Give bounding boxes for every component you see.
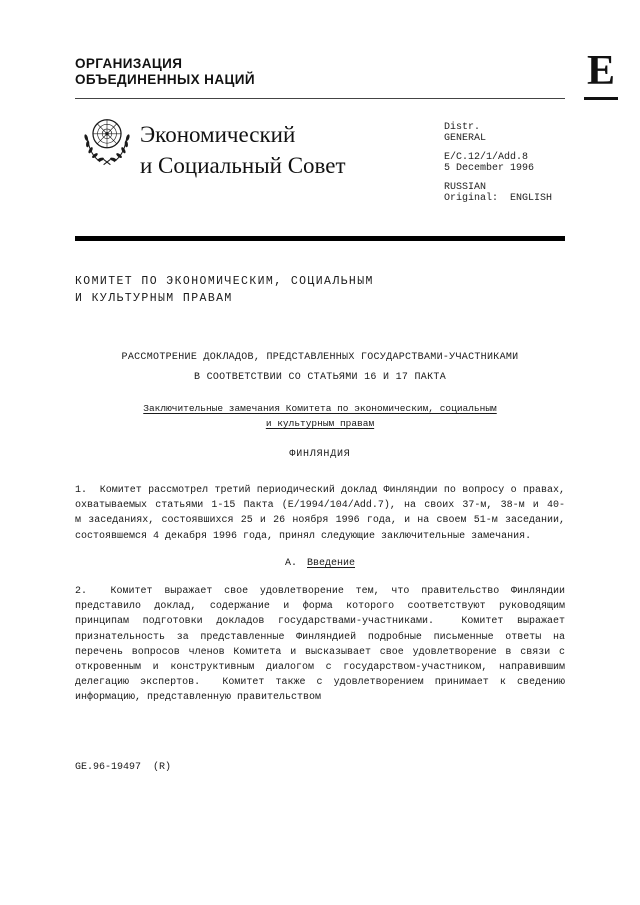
organization-name	[75, 56, 255, 88]
distr-label: Distr.	[444, 122, 481, 133]
committee-name-line1: КОМИТЕТ ПО ЭКОНОМИЧЕСКИМ, СОЦИАЛЬНЫМ	[75, 275, 374, 288]
header-separator-rule	[75, 236, 565, 241]
document-original-language: Original: ENGLISH	[444, 193, 553, 204]
paragraph-1: 1. Комитет рассмотрел третий периодический доклад Финляндии по вопросу о правах, охватываемых статьями 1-15 Пакта (E/1994/104/Add.7), на своих 37-м, 38-м и 40-м заседаниях, состоявшихся 25 и 26 ноября 1996 года, и на своем 51-м заседании, состоявшемся 4 декабря 1996 года, принял следующие заключительные замечания.	[75, 485, 565, 542]
country-heading: ФИНЛЯНДИЯ	[289, 449, 351, 460]
section-a-title: Введение	[307, 558, 356, 569]
council-name	[140, 119, 346, 181]
document-subtitle	[75, 402, 565, 431]
document-subtitle-line1: Заключительные замечания Комитета по экономическим, социальным	[143, 403, 497, 414]
distr-type: GENERAL	[444, 133, 487, 144]
committee-name-line2: И КУЛЬТУРНЫМ ПРАВАМ	[75, 291, 233, 305]
distribution-block	[444, 122, 552, 204]
document-language: RUSSIAN	[444, 182, 487, 193]
organization-name-line2: ОБЪЕДИНЕННЫХ НАЦИЙ	[75, 72, 255, 87]
section-a-label: A.	[284, 558, 297, 569]
document-title-line2: В СООТВЕТСТВИИ СО СТАТЬЯМИ 16 И 17 ПАКТА	[193, 372, 447, 383]
council-name-line2: и Социальный Совет	[140, 153, 346, 178]
organization-name-line1: ОРГАНИЗАЦИЯ	[75, 56, 183, 71]
document-title	[75, 348, 565, 388]
council-name-line1: Экономический	[140, 122, 296, 147]
section-a-heading	[75, 558, 565, 569]
distr-gap	[444, 174, 552, 182]
distr-gap	[444, 144, 552, 152]
document-symbol: E/C.12/1/Add.8	[444, 152, 529, 163]
footer-reference: GE.96-19497 (R)	[75, 762, 172, 773]
un-emblem-icon	[78, 110, 136, 174]
document-subtitle-line2: и культурным правам	[265, 417, 375, 429]
document-series-letter: E	[586, 48, 615, 94]
header-rule	[75, 98, 565, 99]
series-letter-underline	[584, 97, 618, 100]
paragraph-2: 2. Комитет выражает свое удовлетворение тем, что правительство Финляндии представило доклад, содержание и форма которого соответствуют руководящим принципам подготовки докладов государствами-участниками. Комитет выражает признательность за представленные Финляндией подробные письменные ответы на перечень вопросов членов Комитета и высказывает свое удовлетворение в связи с откровенным и конструктивным диалогом с государством-участником, направившим делегацию экспертов. Комитет также с удовлетворением принимает к сведению информацию, представленную правительством	[75, 586, 565, 704]
document-title-line1: РАССМОТРЕНИЕ ДОКЛАДОВ, ПРЕДСТАВЛЕННЫХ ГОСУДАРСТВАМИ-УЧАСТНИКАМИ	[121, 352, 519, 363]
globe	[93, 120, 121, 148]
committee-name	[75, 274, 374, 307]
document-date: 5 December 1996	[444, 163, 535, 174]
